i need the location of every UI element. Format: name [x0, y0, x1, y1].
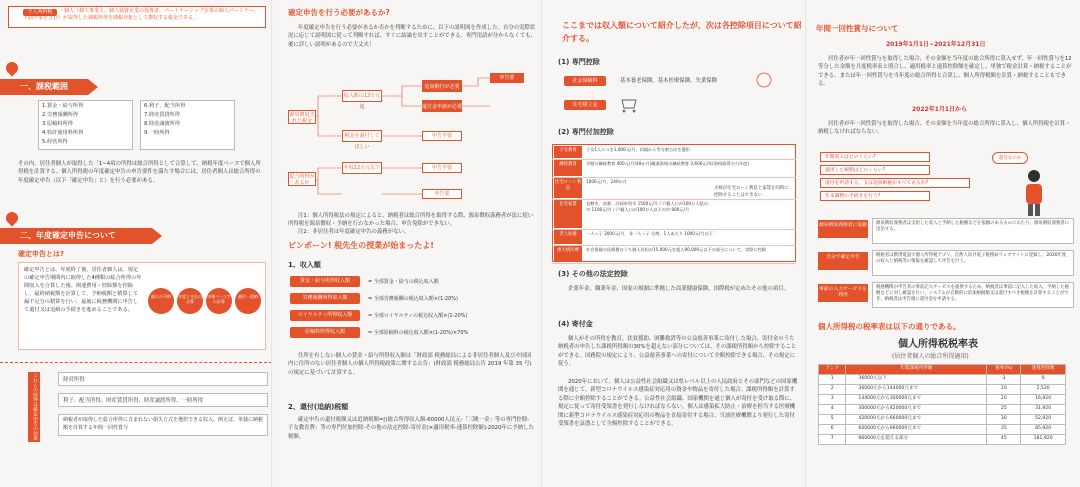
period-1: 2019年1月1日~2021年12月31日	[886, 41, 986, 48]
flow-node: 年収12万元以下	[342, 162, 382, 174]
rate-intro: 個人所得税の税率表は以下の通りである。	[818, 322, 961, 331]
formula-label: 労務報酬所得収入額	[290, 293, 360, 304]
rate-row	[819, 425, 1066, 435]
rate-row	[819, 375, 1066, 385]
flow-node: 申告不要	[422, 163, 462, 173]
rate-row	[819, 415, 1066, 425]
rate-cell: 7	[819, 435, 846, 445]
subsection-title: 確定申告とは?	[18, 250, 65, 258]
income-item: 7.財産賃貸所得	[144, 112, 181, 118]
flow-step-circle: 申報ベースでの計算	[206, 288, 232, 314]
social-insurance-desc: 基本養老保険、基本医療保険、失業保険	[620, 78, 718, 84]
rate-row	[819, 405, 1066, 415]
rate-cell: 6	[819, 425, 846, 435]
flow-node: 追加納付が必要	[422, 82, 462, 92]
question-item: 年末調整の手続きを行う?	[820, 191, 930, 201]
income-item: 2.労務報酬所得	[42, 112, 79, 118]
formula-text: = 全部賃金・給与の税込収入額	[368, 279, 439, 285]
deduction-value: 一人っ子 2000元/月、非一人っ子 分割、1人あたり 1000元/月以下	[586, 231, 714, 236]
method-label: 事前の入力サービスを利用	[818, 284, 868, 302]
rate-cell: 2	[819, 385, 846, 395]
deduction-key: 重大病医療	[554, 246, 582, 262]
rate-cell: 35	[987, 425, 1021, 435]
deduction-heading-1: (1) 専門控除	[558, 58, 600, 66]
housing-fund-label: 住宅積立金	[564, 100, 606, 110]
rate-cell: 36000元以下	[846, 375, 987, 385]
method-label: 源泉徴収義務者に依頼	[818, 220, 868, 238]
question-item: 適用した税額はどのくらい?	[820, 165, 930, 175]
decision-flowchart	[272, 72, 542, 222]
paragraph-2: 居住者が年一回性賞与を取得した場合、その金額を当年度の総合所得に算入し、個人所得税を計算・納税しなければならない。	[818, 121, 1071, 136]
rate-header-cell: 税率(%)	[987, 365, 1021, 375]
rate-table-subtitle: (居住者個人の総合所得適用)	[892, 353, 969, 360]
flow-node-start: 源泉徴収された税金	[289, 112, 315, 124]
tax-rate-table	[818, 364, 1066, 445]
note-1: 注1：個人所得税法の規定によると、納税者は総合所得を取得する際、源泉徴収義務者が法に従い所得税を源泉徴収・予納を行わなかった場合、申告免除ができない。	[288, 213, 534, 228]
rate-cell: 20	[987, 395, 1021, 405]
excluded-box-3	[58, 414, 268, 436]
deduction-value: 直轄市、省都、計画単列市 1500元/月 / 戸籍人口が100万人超の市 1100元/月 / 戸籍人口が100万人以下の市 800元/月	[586, 201, 708, 212]
flow-node: 税金を還付してほしい	[342, 130, 382, 142]
rate-header-row	[819, 365, 1066, 375]
period-2: 2022年1月1日から	[912, 106, 968, 113]
rate-cell: 3	[987, 375, 1021, 385]
refund-heading: 2、還付(追納)税額	[288, 403, 349, 411]
paragraph-1: その内、居住者個人が取得した「1~4項の所得は総合所得として合算して、納税年度ベースで個人所得税を計算する。個人所得税の年度確定申告の申告要件を満たす場合には、居住者個人は総合所得の年度確定申告（以下「確定申告」と）を行う必要がある。	[18, 161, 261, 184]
intro-text: ・個人（個人事業主、個人独資企業の投資者、パートナーシップ企業の個人パートナー、下請け業を含む）が取得した課税所得を課税対象として徴収する税金である。	[23, 8, 259, 21]
excluded-item: 納税者が取得した総合所得に含まれない損失方式を選択できる収入、例えば、単独に納税額を計算する年間一回性賞与	[63, 417, 264, 431]
table-rule	[552, 245, 796, 246]
deduction-key: 老人扶養	[554, 230, 582, 244]
deduction-value: 学歴の継続教育 400元/月(48か月)職業資格の継続教育 3,600元/年(資格取得の当年度)	[586, 161, 749, 166]
flame-icon	[4, 60, 21, 77]
rate-cell: 52,920	[1021, 415, 1066, 425]
paragraph-2: 個人がその所得を教育、扶貧援助、困難救済等の公益慈善事業に寄付した場合、寄付金のうち納税者の申告した課税所得額の30%を超えない部分については、その課税所得額から控除することができる。国務院の規定により、公益慈善事業への寄付について全額控除できる場合、その規定に従う。	[558, 336, 797, 368]
deduction-heading-2: (2) 専門付加控除	[558, 128, 614, 136]
rate-cell: 31,920	[1021, 405, 1066, 415]
income-item: 4.特許使用料所得	[42, 130, 84, 136]
rate-cell: 16,920	[1021, 395, 1066, 405]
excluded-box-2	[58, 393, 268, 407]
section-2-header: 二、年度確定申告について	[0, 228, 152, 244]
question-item: 還付を申請する、又は追加納税がすべてあるか?	[820, 178, 970, 188]
deduction-value: 1000元/月、240か月	[586, 179, 627, 184]
rate-cell: 960000元を超える部分	[846, 435, 987, 445]
income-item: 6.利子、配当所得	[144, 103, 186, 109]
deduction-key: 子女教育	[554, 146, 582, 158]
method-desc: 税務機関が申告者の事前記入サービスを提供するため、納税者は事前に記入した収入、予納した税額などに対し確認を行い、システムが自動的に追加納税額又は還付すべき税額を計算することができ、納税者は申告後に還付金を申請する。	[872, 282, 1074, 308]
excluded-item: 経営所得	[63, 377, 85, 383]
deduction-key: 住宅ローン利息	[554, 178, 582, 198]
paragraph-3: 2020年において、個人は公益性社会組織又は県レベル以上の人民政府とその部門などの国家機関を通じて、新型コロナウイルス感染症対応用の資金や物品を寄付した場合、課税所得額を計算する際に全額控除することができる。公益性社会組織、国家機関を通じ個人が寄付を受け取る際に、規定に従って寄付受領書を発行しなければならない。個人は感染拡大防止・治療を担当する医療機関に新型コロナウイルス感染症対応用の物品を直接寄付する場合、当該医療機関より発行した寄付受領書を証憑として全額控除することができる。	[558, 379, 798, 427]
formula-label: 賃金・給与所得収入額	[290, 276, 360, 287]
formula-label: 原稿料所得収入額	[290, 327, 360, 338]
formula-text: = 全部労務報酬の税込収入額×(1-20%)	[368, 296, 458, 302]
rate-cell: 4	[819, 405, 846, 415]
rate-cell: 1	[819, 375, 846, 385]
person-body-icon	[1026, 184, 1042, 204]
rate-cell: 181,920	[1021, 435, 1066, 445]
panel-2-title: 確定申告を行う必要があるか?	[288, 8, 390, 17]
excluded-item: 利子、配当所得、財産賃貸所得、財産譲渡所得、一時所得	[63, 398, 204, 404]
panel-4	[806, 0, 1080, 487]
divider	[0, 362, 272, 363]
person-head-icon	[1028, 170, 1040, 182]
rate-table-title: 個人所得税税率表	[898, 339, 978, 350]
rate-cell: 10	[987, 385, 1021, 395]
deduction-value: 社会保険の医療費のうち個人負担が15,000元を超え80,000元以下の部分について、実際に控除	[586, 247, 766, 252]
definition-text: 確定申告とは、年度終了後、居住者個人は、規定の確定申告期間内に取得した4種類の総合所得の年間収入を合算した後、関連費用・控除額を控除し、最終納税額を計算して、予納税額と精算して漏不足分の精算を行い、最後に税務機関に申告して還付又は追納の手続きを進めることである。	[24, 267, 142, 314]
thought-bubble: 還付なのか	[992, 152, 1028, 164]
table-rule	[552, 177, 796, 178]
flow-node: 収入額の12万元超	[342, 90, 382, 102]
deduction-key: 住宅家賃	[554, 200, 582, 228]
method-desc: 源泉徴収義務者は支給した収入と予納した税額などを依頼のあるものにわたり、源泉徴収義務者に送信する。	[872, 218, 1074, 244]
rate-row	[819, 435, 1066, 445]
income-heading: 1、収入額	[288, 261, 321, 269]
table-side-note: 夫婦が住宅ローン利息と家賃を同時に控除することはできない	[714, 186, 789, 198]
deduction-icons	[542, 0, 806, 130]
flow-step-circle: 年度と支払の合算	[177, 288, 203, 314]
flow-step-circle: 還付・追納	[235, 288, 261, 314]
table-rule	[552, 229, 796, 230]
rate-cell: 5	[819, 415, 846, 425]
intro-box	[8, 6, 266, 28]
rate-row	[819, 385, 1066, 395]
deduction-key: 継続教育	[554, 160, 582, 176]
method-desc: 納税者は携帯電話で個人所得税アプリ、自然人向け電子税務局ウェブサイトに登録し、2020年度の収入と納税等の情報を確認して申告を行う。	[872, 250, 1074, 276]
rate-cell: 85,920	[1021, 425, 1066, 435]
flow-node: 申告要	[490, 74, 524, 83]
deduction-value: 子女1人につき1,000元/月、両親から等分割方法を選択	[586, 147, 690, 152]
income-item: 5.経営所得	[42, 139, 68, 145]
rate-cell: 25	[987, 405, 1021, 415]
rate-header-cell: 年間課税所得額	[846, 365, 987, 375]
method-label: 自分で確定申告	[818, 252, 868, 270]
deduction-heading-4: (4) 寄付金	[558, 320, 593, 328]
rate-cell: 45	[987, 435, 1021, 445]
panel-4-title: 年間一回性賞与について	[816, 24, 899, 33]
panel-3-title: ここまでは収入額について紹介したが、次は各控除項目について紹介する。	[562, 21, 802, 43]
income-item: 3.原稿料所得	[42, 121, 73, 127]
rate-cell: 420000元から660000元まで	[846, 415, 987, 425]
rate-cell: 660000元から960000元まで	[846, 425, 987, 435]
note-2: 注2：非居住者は年度確定申告の義務がない。	[298, 229, 410, 235]
flow-node: 申告要	[422, 189, 462, 199]
formula-label: ロイヤルティ所得収入額	[290, 310, 360, 321]
panel-2	[272, 0, 542, 487]
social-insurance-label: 社会保険料	[564, 76, 606, 86]
rate-cell: 2,520	[1021, 385, 1066, 395]
lecture-heading: ピンポーン! 税先生の授業が始まったよ!	[288, 241, 434, 250]
rate-cell: 36000元から144000元まで	[846, 385, 987, 395]
intro-label: 个人所得税	[23, 9, 57, 16]
panel-1	[0, 0, 272, 487]
paragraph-3: 確定申告の還付税額又は追納税額=[(総合所得収入額-60000人民元-「三険一金」等の専門控除-子女教育費」等の専門付加控除-その他の法定控除-寄付金)×適用税率-速算控除額]-2020年に予納した税額。	[288, 417, 534, 440]
flow-node: 還付金申請が必要	[422, 104, 463, 110]
flame-icon	[4, 210, 21, 227]
paragraph-1: 居住者が年一回性賞与を取得した場合、その金額を当年度の総合所得に算入せず、年一回性賞与を12等分した金額を月度税率表と照合し、適用税率と速算控除額を確定し、単独で税金計算・納税することができる。または年一回性賞与を当年度の総合所得と合算し、個人所得税額を計算・納税することもできる。	[818, 56, 1072, 88]
stethoscope-icon	[757, 73, 771, 87]
panel-3	[542, 0, 806, 487]
formula-text: = 全部ロイヤルティの税込収入額×(1-20%)	[368, 313, 468, 319]
table-rule	[552, 263, 796, 264]
cart-icon	[622, 100, 636, 112]
rate-cell: 30	[987, 415, 1021, 425]
rate-header-cell: 速算控除数	[1021, 365, 1066, 375]
flow-step-circle: 個人の予納	[148, 288, 174, 314]
rate-cell: 144000元から300000元まで	[846, 395, 987, 405]
rate-row	[819, 395, 1066, 405]
excluded-side-label: これらの所得は確定申告の対象外	[28, 372, 40, 442]
deduction-heading-3: (3) その他の法定控除	[558, 270, 628, 278]
income-item: 1.賃金・給与所得	[42, 103, 84, 109]
flow-node-income: 総合所得があるか	[289, 174, 315, 186]
rate-header-cell: ランク	[819, 365, 846, 375]
question-item: 年間収入はどのくらい?	[820, 152, 930, 162]
paragraph-2: 住所を有しない個人の賃金・給与所得収入額は「財政部 税務総局による非居住者個人及び中国国内に住所のない居住者個人の個人所得税政策に関する公告」(財政部 税務総局公告 2019 年第 35 号)の規定に基づいて計算する。	[288, 353, 532, 376]
income-item: 8.財産譲渡所得	[144, 121, 181, 127]
flow-node: 申告不要	[422, 131, 462, 141]
excluded-box-1	[58, 372, 268, 386]
rate-cell: 3	[819, 395, 846, 405]
paragraph-1: 企業年金、職業年金、国家の規制に準拠した商業健康保険、国際税が定めたその他の項目。	[568, 286, 790, 292]
paragraph-1: 年度確定申告を行う必要があるか否かを判断するために、以下の説明図を作成した。自分の実際状況に応じて説明図に従って判断すれば、すぐに結論を出すことができる。専門用語が分からなくても、後に詳しい説明があるので大丈夫！	[288, 25, 536, 48]
rate-cell: 300000元から420000元まで	[846, 405, 987, 415]
section-1-header: 一、課税範囲	[0, 79, 88, 95]
table-rule	[552, 159, 796, 160]
formula-text: = 全部原稿料の税込収入額×(1-20%)×70%	[368, 330, 469, 336]
income-item: 9.一時所得	[144, 130, 170, 136]
rate-cell: 0	[1021, 375, 1066, 385]
